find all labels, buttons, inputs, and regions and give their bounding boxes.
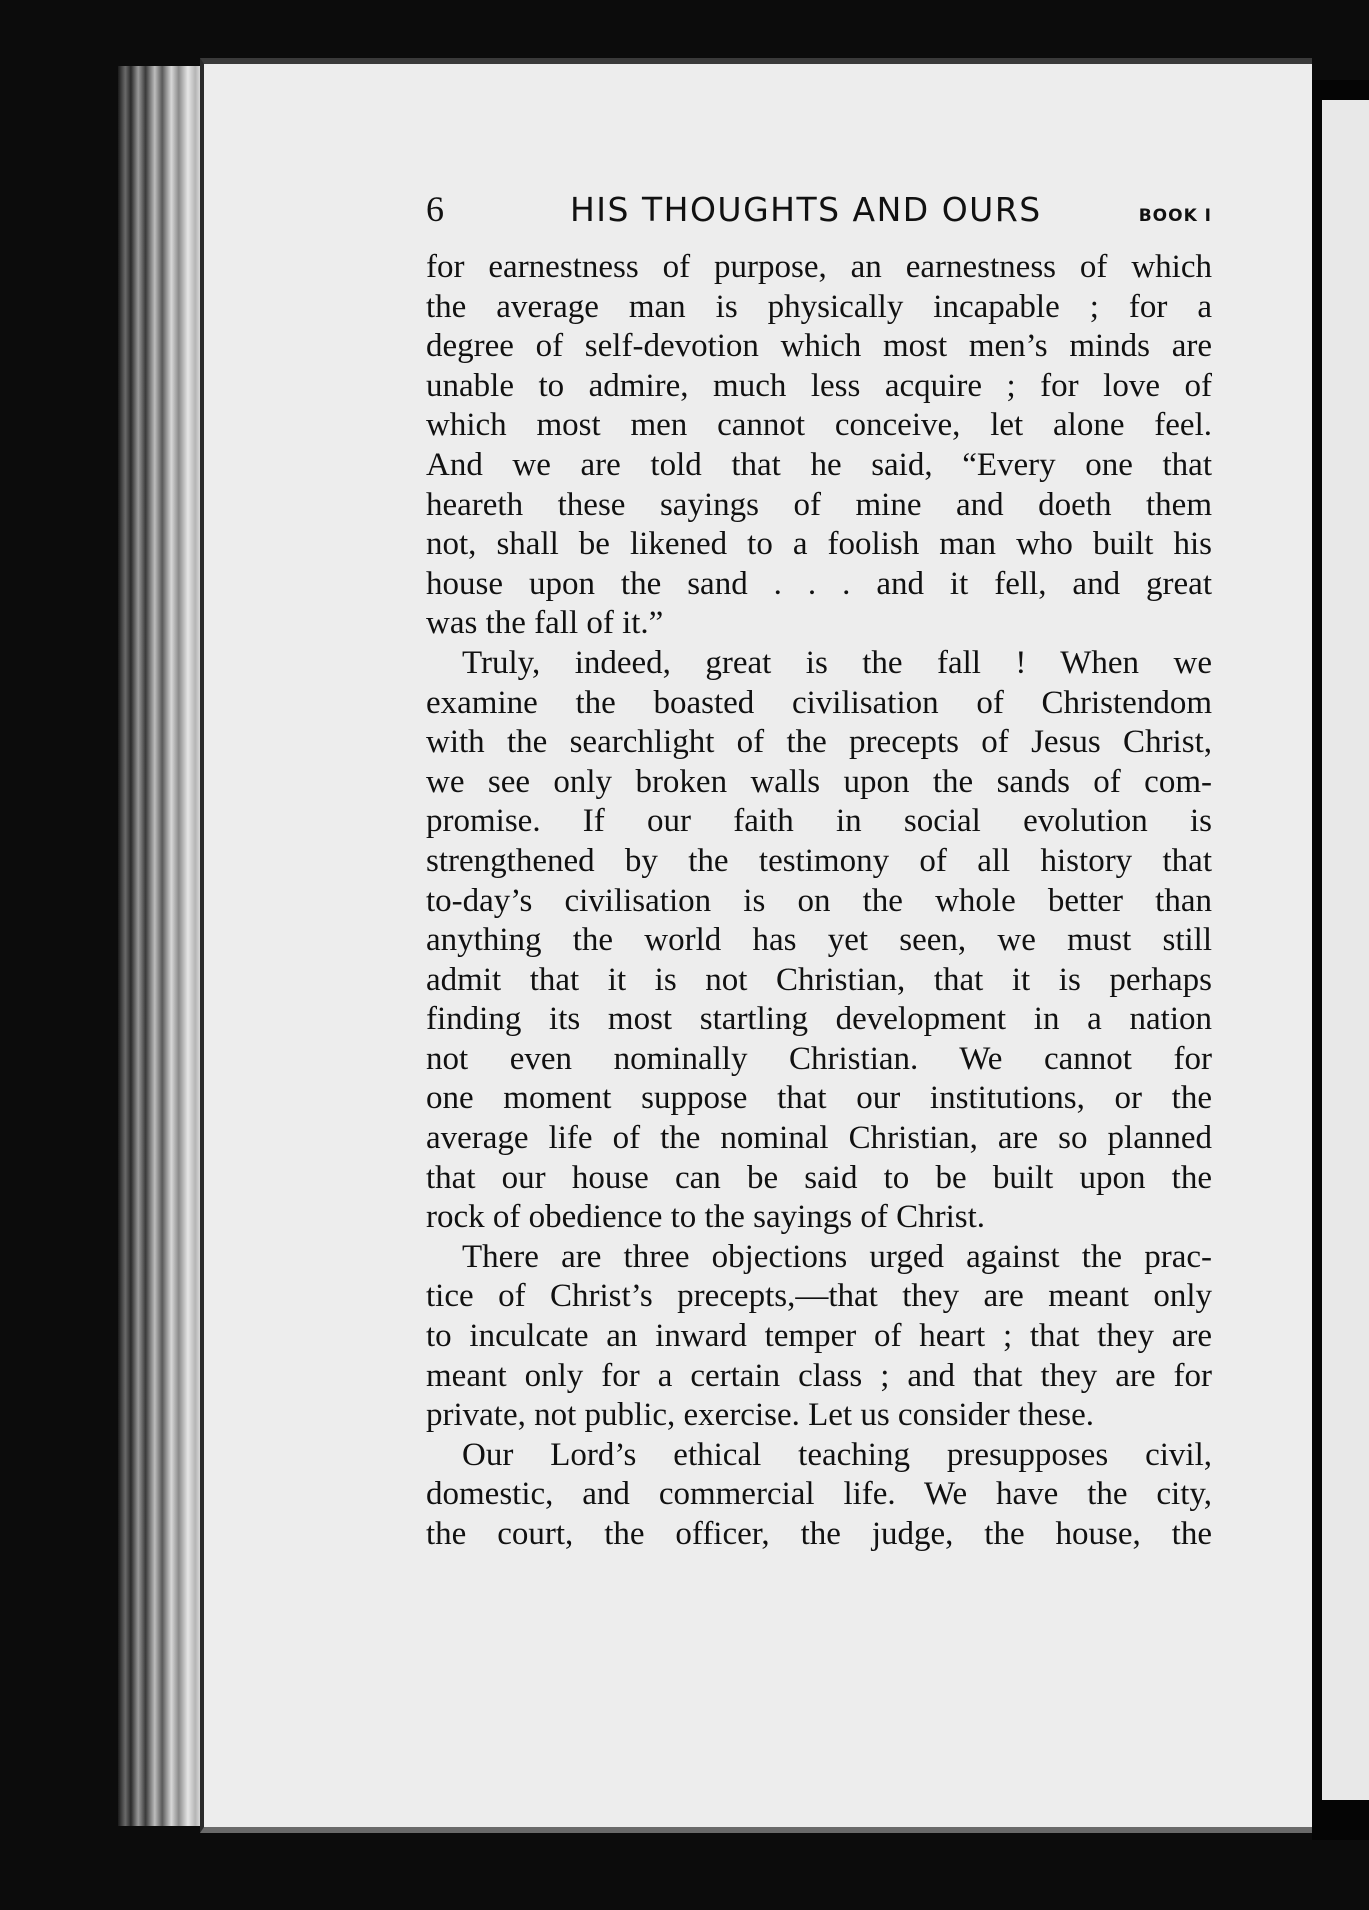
text-line: for earnestness of purpose, an earnestness of which [426,249,1212,285]
text-line: finding its most startling development in a nation [426,1001,1212,1038]
text-line: Truly, indeed, great is the fall ! When we [462,644,1212,681]
text-line: one moment suppose that our institutions, or the [426,1080,1212,1117]
body-text [426,248,1212,1555]
text-line: heareth these sayings of mine and doeth them [426,486,1212,523]
facing-page-edge [1322,100,1369,1800]
text-line: promise. If our faith in social evolution is [426,803,1212,840]
text-line: to-day’s civilisation is on the whole better than [426,882,1212,919]
text-line: strengthened by the testimony of all history that [426,842,1212,879]
text-line: domestic, and commercial life. We have the city, [426,1476,1212,1513]
text-line: the court, the officer, the judge, the house, the [426,1516,1212,1552]
text-line: not, shall be likened to a foolish man who built his [426,526,1212,563]
book-spine-edge [118,66,210,1826]
text-line: with the searchlight of the precepts of Jesus Christ, [426,724,1212,761]
text-line: that our house can be said to be built upon the [426,1159,1212,1196]
text-line: admit that it is not Christian, that it is perhaps [426,961,1212,998]
text-line: private, not public, exercise. Let us consider these. [426,1397,1095,1434]
text-line: anything the world has yet seen, we must still [426,922,1212,959]
text-line: unable to admire, much less acquire ; for love of [426,367,1212,404]
text-line: rock of obedience to the sayings of Christ. [426,1199,986,1236]
running-header [426,188,1212,248]
text-line: meant only for a certain class ; and that they are for [426,1357,1212,1394]
text-line: not even nominally Christian. We cannot for [426,1040,1212,1077]
text-line: degree of self-devotion which most men’s minds are [426,328,1212,365]
book-label: BOOK I [1138,206,1212,226]
text-line: There are three objections urged against the prac- [462,1238,1212,1275]
text-line: house upon the sand . . . and it fell, and great [426,565,1212,602]
text-line: which most men cannot conceive, let alone feel. [426,407,1212,444]
text-line: the average man is physically incapable ; for a [426,288,1212,325]
text-line: average life of the nominal Christian, are so planned [426,1120,1212,1157]
page-number: 6 [426,189,445,229]
page-text-block [426,188,1212,1555]
text-line: And we are told that he said, “Every one that [426,446,1212,483]
text-line: tice of Christ’s precepts,—that they are meant only [426,1278,1212,1315]
text-line: we see only broken walls upon the sands of com- [426,763,1212,800]
running-title: HIS THOUGHTS AND OURS [569,190,1042,229]
text-line: Our Lord’s ethical teaching presupposes civil, [462,1436,1212,1473]
text-line: was the fall of it.” [426,605,664,642]
text-line: examine the boasted civilisation of Christendom [426,684,1212,721]
text-line: to inculcate an inward temper of heart ; that they are [426,1318,1212,1355]
